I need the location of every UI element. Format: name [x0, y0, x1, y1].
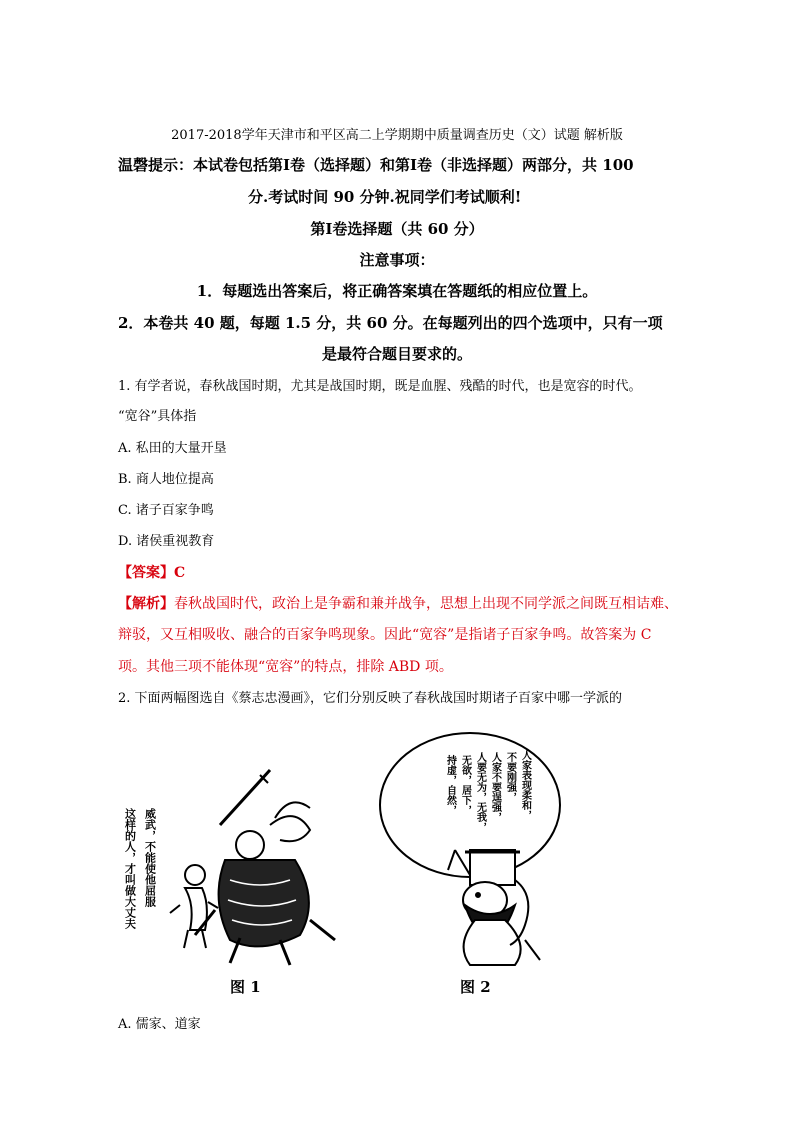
- tips-line-2: 分.考试时间 90 分钟.祝同学们考试顺利!: [248, 188, 522, 206]
- figure-2-bubble-col-6: 持虚，自然，: [444, 755, 456, 815]
- analysis-line-3: 项。其他三项不能体现“宽容”的特点，排除 ABD 项。: [118, 659, 453, 675]
- notes-title: 注意事项：: [359, 251, 435, 269]
- tips-line-1: 温磬提示：本试卷包括第Ⅰ卷（选择题）和第Ⅰ卷（非选择题）两部分，共 100: [118, 156, 634, 174]
- figure-2-bubble-col-3: 人家不要逞强，: [489, 752, 501, 822]
- option-b: B. 商人地位提高: [118, 472, 214, 487]
- figure-1-small-person: [170, 865, 218, 948]
- note-2-line-2: 是最符合题目要求的。: [321, 345, 472, 363]
- answer-label: 【答案】C: [118, 565, 186, 581]
- cartoon-figures: [110, 730, 670, 1000]
- figure-2-bubble-col-4: 人要无为，无我，: [474, 752, 486, 832]
- figure-2-bubble-col-5: 无欲，居下，: [459, 755, 471, 815]
- option-a: A. 私田的大量开垦: [118, 441, 227, 456]
- question-2-stem: 2. 下面两幅图选自《蔡志忠漫画》，它们分别反映了春秋战国时期诸子百家中哪一学派的: [118, 691, 623, 706]
- option-d: D. 诸侯重视教育: [118, 534, 215, 549]
- figure-2-sage: [463, 850, 540, 965]
- figure-1-warrior: [195, 770, 335, 965]
- analysis-line-1: [118, 593, 678, 613]
- note-1: 1．每题选出答案后，将正确答案填在答题纸的相应位置上。: [196, 282, 598, 300]
- document-title: 2017-2018学年天津市和平区高二上学期期中质量调查历史（文）试题 解析版: [171, 128, 623, 143]
- figure-1-text-col-1: 这样的人，才叫做大丈夫: [123, 808, 137, 929]
- section-title: 第Ⅰ卷选择题（共 60 分）: [310, 220, 484, 238]
- analysis-text-1: 春秋战国时代，政治上是争霸和兼并战争，思想上出现不同学派之间既互相诘难、: [174, 596, 678, 612]
- figure-2-bubble-col-1: 人家表现柔和，: [519, 750, 531, 820]
- figure-2-bubble-col-2: 不要刚强，: [504, 752, 516, 802]
- figure-1-text-col-2: 威武，不能使他屈服: [143, 808, 157, 907]
- figure-1-caption: 图 1: [230, 978, 261, 996]
- question-1-stem-line-1: 1. 有学者说，春秋战国时期，尤其是战国时期，既是血腥、残酷的时代，也是宽容的时代。: [118, 379, 642, 394]
- question-1-stem-line-2: “宽谷”具体指: [118, 409, 197, 424]
- figure-2-caption: 图 2: [460, 978, 491, 996]
- note-2-line-1: 2．本卷共 40 题，每题 1.5 分，共 60 分。在每题列出的四个选项中，只有一项: [118, 314, 663, 332]
- analysis-line-2: 辩驳，又互相吸收、融合的百家争鸣现象。因此“宽容”是指诸子百家争鸣。故答案为 C: [118, 627, 652, 643]
- question-2-option-a: A. 儒家、道家: [118, 1017, 201, 1032]
- option-c: C. 诸子百家争鸣: [118, 503, 214, 518]
- analysis-label: 【解析】: [118, 596, 174, 612]
